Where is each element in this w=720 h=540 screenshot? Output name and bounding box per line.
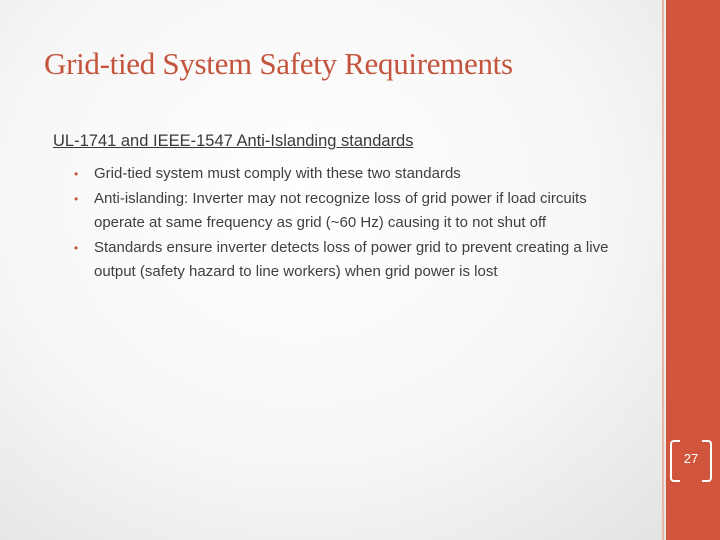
bullet-text: Standards ensure inverter detects loss of power grid to prevent creating a live output (safety hazard to line workers) when grid power is lost <box>94 238 609 280</box>
bullet-text: Grid-tied system must comply with these two standards <box>94 165 461 182</box>
bullet-list <box>74 162 634 285</box>
slide-subheading: UL-1741 and IEEE-1547 Anti-Islanding standards <box>53 132 414 150</box>
side-divider-line <box>662 0 664 540</box>
bullet-item <box>74 162 634 187</box>
bullet-item <box>74 187 634 236</box>
bullet-icon: • <box>74 240 79 255</box>
bullet-icon: • <box>74 191 79 206</box>
page-number-box <box>668 440 714 480</box>
bullet-item <box>74 236 634 285</box>
page-number: 27 <box>683 451 699 466</box>
bullet-icon: • <box>74 167 79 181</box>
bullet-text: Anti-islanding: Inverter may not recognize loss of grid power if load circuits operate at same frequency as grid (~60 Hz) causing it to not shut off <box>94 189 587 231</box>
slide-title: Grid-tied System Safety Requirements <box>44 46 513 81</box>
